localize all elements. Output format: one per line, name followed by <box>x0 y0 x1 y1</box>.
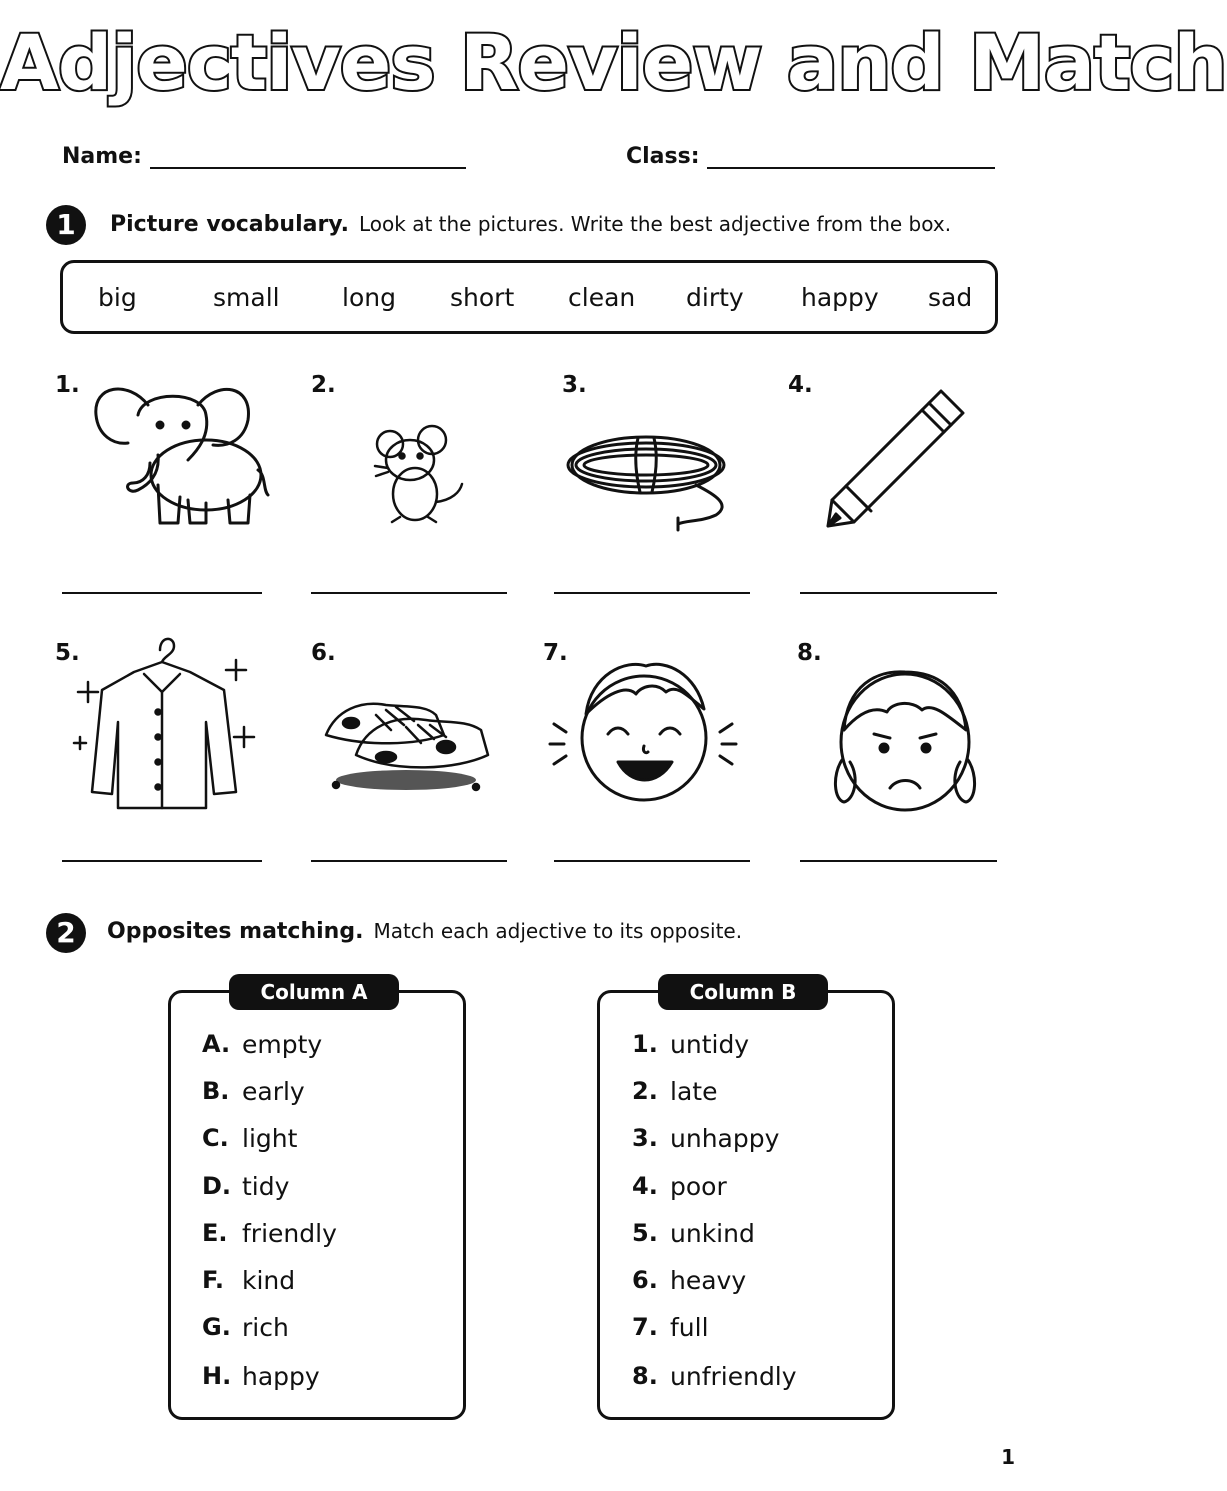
word-box-item: long <box>342 283 396 312</box>
answer-line-7[interactable] <box>554 860 750 862</box>
column-a-key: C. <box>202 1124 229 1152</box>
column-a-word: kind <box>242 1266 296 1295</box>
column-b-label: Column B <box>658 974 828 1010</box>
word-box-item: big <box>98 283 137 312</box>
picture-number: 1. <box>55 372 80 398</box>
word-box-item: sad <box>928 283 973 312</box>
section-2-title: Opposites matching. <box>107 919 364 944</box>
column-b-word: heavy <box>670 1266 747 1295</box>
picture-number: 5. <box>55 640 80 666</box>
section-1-number: 1 <box>46 205 86 245</box>
worksheet-title: Adjectives Review and Match <box>0 18 1227 107</box>
column-a-word: light <box>242 1124 298 1153</box>
class-field[interactable] <box>707 167 995 169</box>
column-a-key: F. <box>202 1266 224 1294</box>
column-b-key: 4. <box>632 1172 658 1200</box>
column-a-key: B. <box>202 1077 230 1105</box>
name-field[interactable] <box>150 167 466 169</box>
picture-number: 2. <box>311 372 336 398</box>
column-a-key: E. <box>202 1219 228 1247</box>
rope-icon <box>566 420 738 532</box>
column-b-key: 5. <box>632 1219 658 1247</box>
column-b-key: 8. <box>632 1362 658 1390</box>
word-box-item: clean <box>568 283 636 312</box>
column-a-word: rich <box>242 1313 289 1342</box>
column-a-word: tidy <box>242 1172 290 1201</box>
class-label: Class: <box>626 144 700 169</box>
picture-number: 3. <box>562 372 587 398</box>
picture-number: 6. <box>311 640 336 666</box>
word-box-item: short <box>450 283 515 312</box>
answer-line-8[interactable] <box>800 860 997 862</box>
section-1-heading <box>110 212 951 237</box>
mouse-icon <box>370 422 466 526</box>
section-1-instruction: Look at the pictures. Write the best adjective from the box. <box>358 212 952 236</box>
column-a-word: early <box>242 1077 305 1106</box>
picture-number: 7. <box>543 640 568 666</box>
column-b-word: poor <box>670 1172 727 1201</box>
column-b-word: unhappy <box>670 1124 780 1153</box>
column-b-key: 1. <box>632 1030 658 1058</box>
name-label: Name: <box>62 144 142 169</box>
column-b-word: late <box>670 1077 718 1106</box>
column-a-key: G. <box>202 1313 231 1341</box>
column-a-word: happy <box>242 1362 320 1391</box>
pencil-icon <box>826 386 968 530</box>
column-b-word: unkind <box>670 1219 755 1248</box>
answer-line-5[interactable] <box>62 860 262 862</box>
column-a-key: A. <box>202 1030 231 1058</box>
elephant-icon <box>88 375 270 530</box>
column-b-key: 3. <box>632 1124 658 1152</box>
column-b-word: unfriendly <box>670 1362 797 1391</box>
column-a-key: H. <box>202 1362 232 1390</box>
picture-number: 8. <box>797 640 822 666</box>
column-b-word: untidy <box>670 1030 750 1059</box>
column-a-label: Column A <box>229 974 399 1010</box>
word-box-item: small <box>213 283 280 312</box>
happy-boy-icon <box>546 654 742 802</box>
answer-line-4[interactable] <box>800 592 997 594</box>
answer-line-3[interactable] <box>554 592 750 594</box>
word-box-item: dirty <box>686 283 744 312</box>
column-a-word: empty <box>242 1030 323 1059</box>
column-a-key: D. <box>202 1172 232 1200</box>
dirty-shoes-icon <box>316 675 494 801</box>
picture-number: 4. <box>788 372 813 398</box>
column-b-key: 6. <box>632 1266 658 1294</box>
answer-line-6[interactable] <box>311 860 507 862</box>
column-b-key: 2. <box>632 1077 658 1105</box>
page-number: 1 <box>1001 1445 1015 1469</box>
answer-line-1[interactable] <box>62 592 262 594</box>
column-b-key: 7. <box>632 1313 658 1341</box>
answer-line-2[interactable] <box>311 592 507 594</box>
section-2-instruction: Match each adjective to its opposite. <box>373 919 743 943</box>
section-2-number: 2 <box>46 913 86 953</box>
word-box-item: happy <box>801 283 879 312</box>
section-1-title: Picture vocabulary. <box>110 212 349 237</box>
clean-shirt-icon <box>74 632 258 818</box>
section-2-heading <box>107 919 742 944</box>
column-a-word: friendly <box>242 1219 337 1248</box>
column-b-word: full <box>670 1313 709 1342</box>
sad-girl-icon <box>832 660 978 814</box>
